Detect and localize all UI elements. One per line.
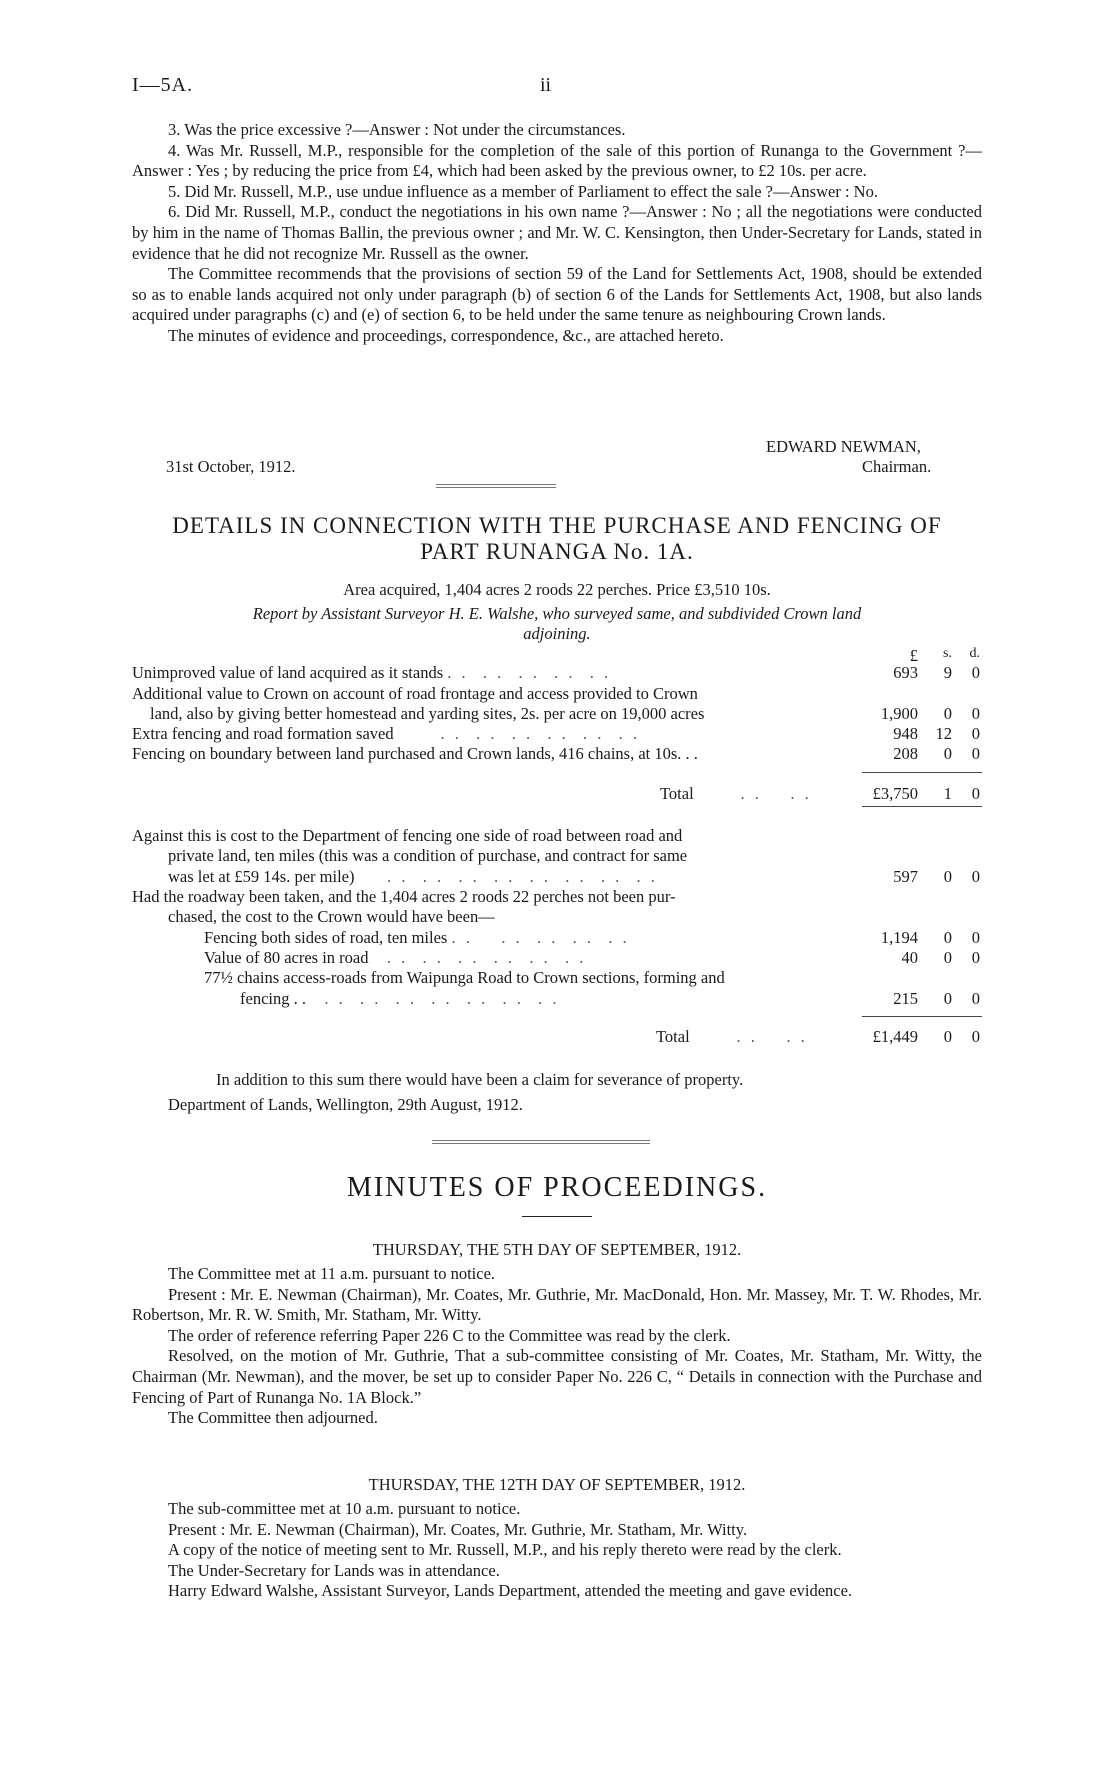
table-row: Value of 80 acres in road . . . . . . . . . . . . [204, 948, 587, 967]
report-by-line1: Report by Assistant Surveyor H. E. Walshe, who surveyed same, and subdivided Crown land [252, 604, 862, 623]
signature-date: 31st October, 1912. [166, 457, 296, 476]
minute-paragraph: Present : Mr. E. Newman (Chairman), Mr. Coates, Mr. Guthrie, Mr. Statham, Mr. Witty. [168, 1519, 748, 1539]
minute-paragraph: The order of reference referring Paper 226 C to the Committee was read by the clerk. [168, 1325, 731, 1345]
table-row: land, also by giving better homestead and yarding sites, 2s. per acre on 19,000 acres [150, 704, 705, 723]
divider [432, 1140, 650, 1144]
signature-role: Chairman. [862, 457, 932, 476]
table-row: Had the roadway been taken, and the 1,404 acres 2 roods 22 perches not been pur- [132, 887, 676, 906]
cell-pounds: 693 [893, 663, 918, 682]
col-shillings: s. [943, 646, 952, 661]
answer-5: 5. Did Mr. Russell, M.P., use undue influence as a member of Parliament to effect the sale ?—Answer : No. [168, 181, 878, 201]
day1-heading: THURSDAY, THE 5TH DAY OF SEPTEMBER, 1912. [372, 1240, 742, 1259]
cell-shillings: 0 [943, 744, 952, 763]
total-shillings: 0 [943, 1027, 952, 1046]
minute-paragraph: Resolved, on the motion of Mr. Guthrie, That a sub-committee consisting of Mr. Coates, Mr. Statham, Mr. Witty, the Chairman (Mr. Newman), and the mover, be set up to consider Paper No. 226 C, “ Details in connection with the Purchase and Fencing of Part of Runanga No. 1A Block.” [132, 1346, 982, 1407]
cell-pounds: 215 [893, 989, 918, 1008]
table-row: Extra fencing and road formation saved . . . . . . . . . . . . [132, 724, 640, 743]
recommendation: The Committee recommends that the provisions of section 59 of the Land for Settlements Act, 1908, should be extended so as to enable lands acquired not only under paragraph (b) of section 6 of the Lands for Settlements Act, 1908, but also lands acquired under paragraphs (c) and (e) of section 6, to be held under the same tenure as neighbouring Crown lands. [132, 264, 982, 325]
minute-paragraph: The Committee met at 11 a.m. pursuant to notice. [168, 1264, 496, 1283]
col-pence: d. [969, 646, 980, 661]
title-underline [522, 1216, 592, 1217]
table-row: Additional value to Crown on account of road frontage and access provided to Crown [132, 684, 698, 703]
cell-pence: 0 [971, 989, 980, 1008]
minute-paragraph: The Committee then adjourned. [168, 1408, 378, 1428]
minute-paragraph: Present : Mr. E. Newman (Chairman), Mr. Coates, Mr. Guthrie, Mr. MacDonald, Hon. Mr. Massey, Mr. T. W. Rhodes, Mr. Robertson, Mr. R. W. Smith, Mr. Statham, Mr. Witty. [132, 1284, 982, 1325]
paper-reference: I—5A. [132, 74, 194, 96]
cell-pence: 0 [971, 948, 980, 967]
table-row: was let at £59 14s. per mile) . . . . . . . . . . . . . . . . [168, 867, 658, 886]
cell-pence: 0 [971, 724, 980, 743]
minute-paragraph: The sub-committee met at 10 a.m. pursuant to notice. [168, 1499, 521, 1518]
severance-note: In addition to this sum there would have been a claim for severance of property. [216, 1070, 744, 1089]
answer-6: 6. Did Mr. Russell, M.P., conduct the negotiations in his own name ?—Answer : No ; all the negotiations were conducted by him in the name of Thomas Ballin, the previous owner ; and Mr. W. C. Kensington, then Under-Secretary for Lands, stated in evidence that he did not recognize Mr. Russell as the owner. [132, 202, 982, 263]
cell-shillings: 0 [943, 928, 952, 947]
cell-pence: 0 [971, 663, 980, 682]
cell-shillings: 12 [935, 724, 952, 743]
day1-minutes [132, 1264, 982, 1429]
total-label: Total . . . . [660, 784, 812, 803]
page-number: ii [540, 74, 552, 96]
cell-pounds: 948 [893, 724, 918, 743]
attached-note: The minutes of evidence and proceedings, correspondence, &c., are attached hereto. [168, 325, 724, 345]
minute-paragraph: The Under-Secretary for Lands was in attendance. [168, 1560, 500, 1580]
col-pounds: £ [909, 646, 918, 665]
total-rule [862, 806, 982, 807]
cell-shillings: 0 [943, 867, 952, 886]
day2-heading: THURSDAY, THE 12TH DAY OF SEPTEMBER, 1912. [368, 1475, 746, 1494]
total-pence: 0 [971, 1027, 980, 1046]
table-row: Against this is cost to the Department of fencing one side of road between road and [132, 826, 683, 845]
committee-answers [132, 120, 982, 347]
minute-paragraph: Harry Edward Walshe, Assistant Surveyor, Lands Department, attended the meeting and gave evidence. [168, 1581, 853, 1601]
subtotal-rule [862, 772, 982, 773]
signature-name: EDWARD NEWMAN, [766, 437, 921, 456]
details-title-line1: DETAILS IN CONNECTION WITH THE PURCHASE AND FENCING OF [172, 513, 942, 538]
table-row: Fencing on boundary between land purchased and Crown lands, 416 chains, at 10s. . . [132, 744, 698, 763]
total-label: Total . . . . [656, 1027, 808, 1046]
cell-pounds: 208 [893, 744, 918, 763]
cell-pence: 0 [971, 928, 980, 947]
cell-shillings: 0 [943, 704, 952, 723]
table-row: private land, ten miles (this was a condition of purchase, and contract for same [168, 846, 688, 865]
total-pounds: £1,449 [872, 1027, 918, 1046]
table-row: 77½ chains access-roads from Waipunga Road to Crown sections, forming and [204, 968, 725, 987]
total-pence: 0 [971, 784, 980, 803]
cell-shillings: 9 [943, 663, 952, 682]
table-row: chased, the cost to the Crown would have been— [168, 907, 495, 926]
total-shillings: 1 [943, 784, 952, 803]
minutes-title: MINUTES OF PROCEEDINGS. [346, 1172, 768, 1203]
cell-pence: 0 [971, 744, 980, 763]
details-title-line2: PART RUNANGA No. 1A. [420, 539, 694, 564]
table-row: fencing . . . . . . . . . . . . . . . . [240, 989, 560, 1008]
department-date: Department of Lands, Wellington, 29th August, 1912. [168, 1095, 523, 1114]
minute-paragraph: A copy of the notice of meeting sent to Mr. Russell, M.P., and his reply thereto were read by the clerk. [168, 1540, 842, 1560]
cell-pence: 0 [971, 704, 980, 723]
cell-shillings: 0 [943, 948, 952, 967]
cell-pounds: 1,194 [880, 928, 918, 947]
cell-pounds: 597 [893, 867, 918, 886]
area-price: Area acquired, 1,404 acres 2 roods 22 perches. Price £3,510 10s. [343, 580, 771, 599]
cell-pounds: 40 [901, 948, 918, 967]
cell-pounds: 1,900 [880, 704, 918, 723]
report-by-line2: adjoining. [523, 624, 591, 643]
answer-4: 4. Was Mr. Russell, M.P., responsible for the completion of the sale of this portion of Runanga to the Government ?—Answer : Yes ; by reducing the price from £4, which had been asked by the previous owner, to £2 10s. per acre. [132, 140, 982, 181]
day2-minutes [132, 1499, 982, 1602]
table-row: Fencing both sides of road, ten miles . . . . . . . . . . [204, 928, 630, 947]
cell-shillings: 0 [943, 989, 952, 1008]
table-row: Unimproved value of land acquired as it stands . . . . . . . . . . [132, 663, 612, 682]
subtotal-rule [862, 1016, 982, 1017]
answer-3: 3. Was the price excessive ?—Answer : Not under the circumstances. [168, 120, 626, 139]
cell-pence: 0 [971, 867, 980, 886]
divider [436, 484, 556, 488]
total-pounds: £3,750 [872, 784, 918, 803]
